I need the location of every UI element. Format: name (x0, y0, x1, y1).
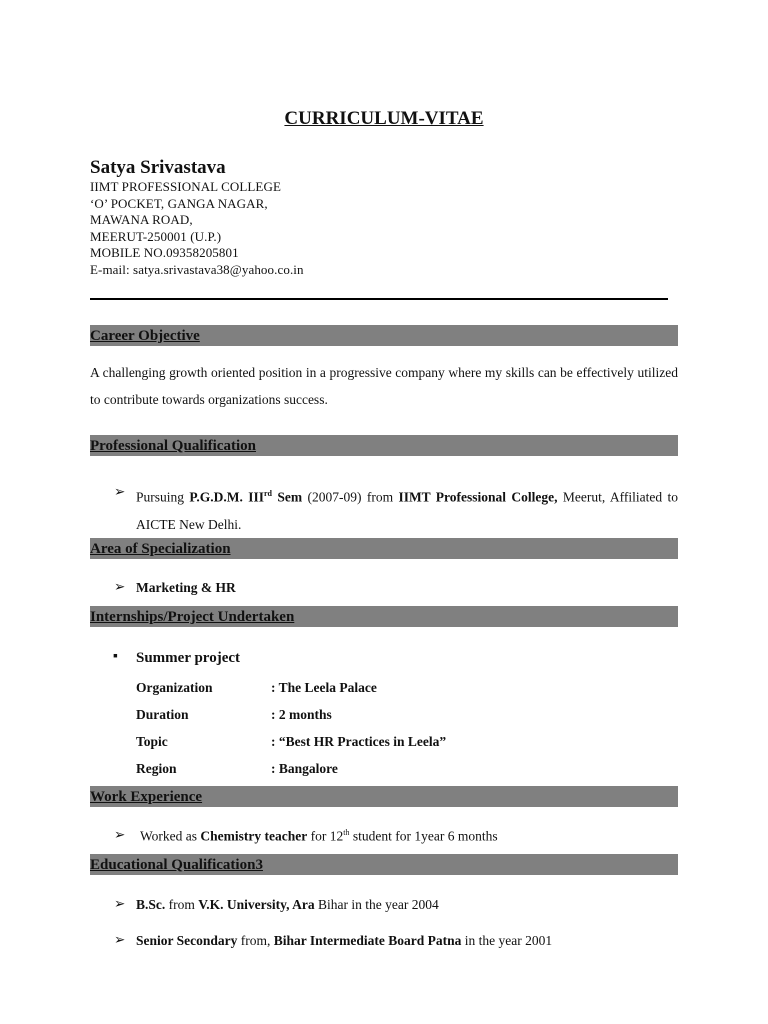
section-heading-career: Career Objective (90, 325, 678, 346)
project-value: : “Best HR Practices in Leela” (271, 734, 447, 749)
candidate-name: Satya Srivastava (90, 157, 226, 178)
project-label: Duration (136, 707, 189, 722)
header-divider (90, 298, 668, 300)
specialization-item: Marketing & HR (136, 580, 236, 595)
contact-block (90, 179, 304, 278)
section-heading-internships: Internships/Project Undertaken (90, 606, 678, 627)
mobile-line: MOBILE NO.09358205801 (90, 245, 239, 260)
project-title: Summer project (136, 650, 241, 666)
education-item: Senior Secondary from, Bihar Intermediate Board Patna in the year 2001 (136, 933, 553, 948)
arrow-bullet-icon: ➢ (114, 896, 126, 911)
project-label: Organization (136, 680, 213, 695)
section-heading-professional: Professional Qualification (90, 435, 678, 456)
project-label: Region (136, 761, 177, 776)
address-line: ‘O’ POCKET, GANGA NAGAR, (90, 195, 268, 211)
project-value: : 2 months (271, 707, 332, 722)
square-bullet-icon: ▪ (113, 649, 118, 664)
page-title: CURRICULUM-VITAE (284, 108, 484, 129)
email-line: E-mail: satya.srivastava38@yahoo.co.in (90, 261, 304, 277)
work-experience-item: Worked as Chemistry teacher for 12th student for 1year 6 months (140, 828, 498, 844)
arrow-bullet-icon: ➢ (114, 932, 126, 947)
project-value: : Bangalore (271, 761, 338, 776)
address-line: MAWANA ROAD, (90, 212, 193, 227)
section-heading-work: Work Experience (90, 786, 678, 807)
project-label: Topic (136, 734, 168, 749)
section-heading-specialization: Area of Specialization (90, 538, 678, 559)
arrow-bullet-icon: ➢ (114, 579, 126, 594)
arrow-bullet-icon: ➢ (114, 484, 126, 499)
address-line: MEERUT-250001 (U.P.) (90, 228, 222, 244)
arrow-bullet-icon: ➢ (114, 827, 126, 842)
address-line: IIMT PROFESSIONAL COLLEGE (90, 179, 282, 194)
professional-qualification-item: Pursuing P.G.D.M. IIIrd Sem (2007-09) from IIMT Professional College, Meerut, Affiliated to AICTE New Delhi. (136, 489, 678, 532)
career-objective-text: A challenging growth oriented position in a progressive company where my skills can be effectively utilized to contribute towards organizations success. (90, 365, 678, 407)
education-item: B.Sc. from V.K. University, Ara Bihar in the year 2004 (136, 897, 439, 912)
project-value: : The Leela Palace (271, 680, 377, 695)
section-heading-education: Educational Qualification3 (90, 854, 678, 875)
